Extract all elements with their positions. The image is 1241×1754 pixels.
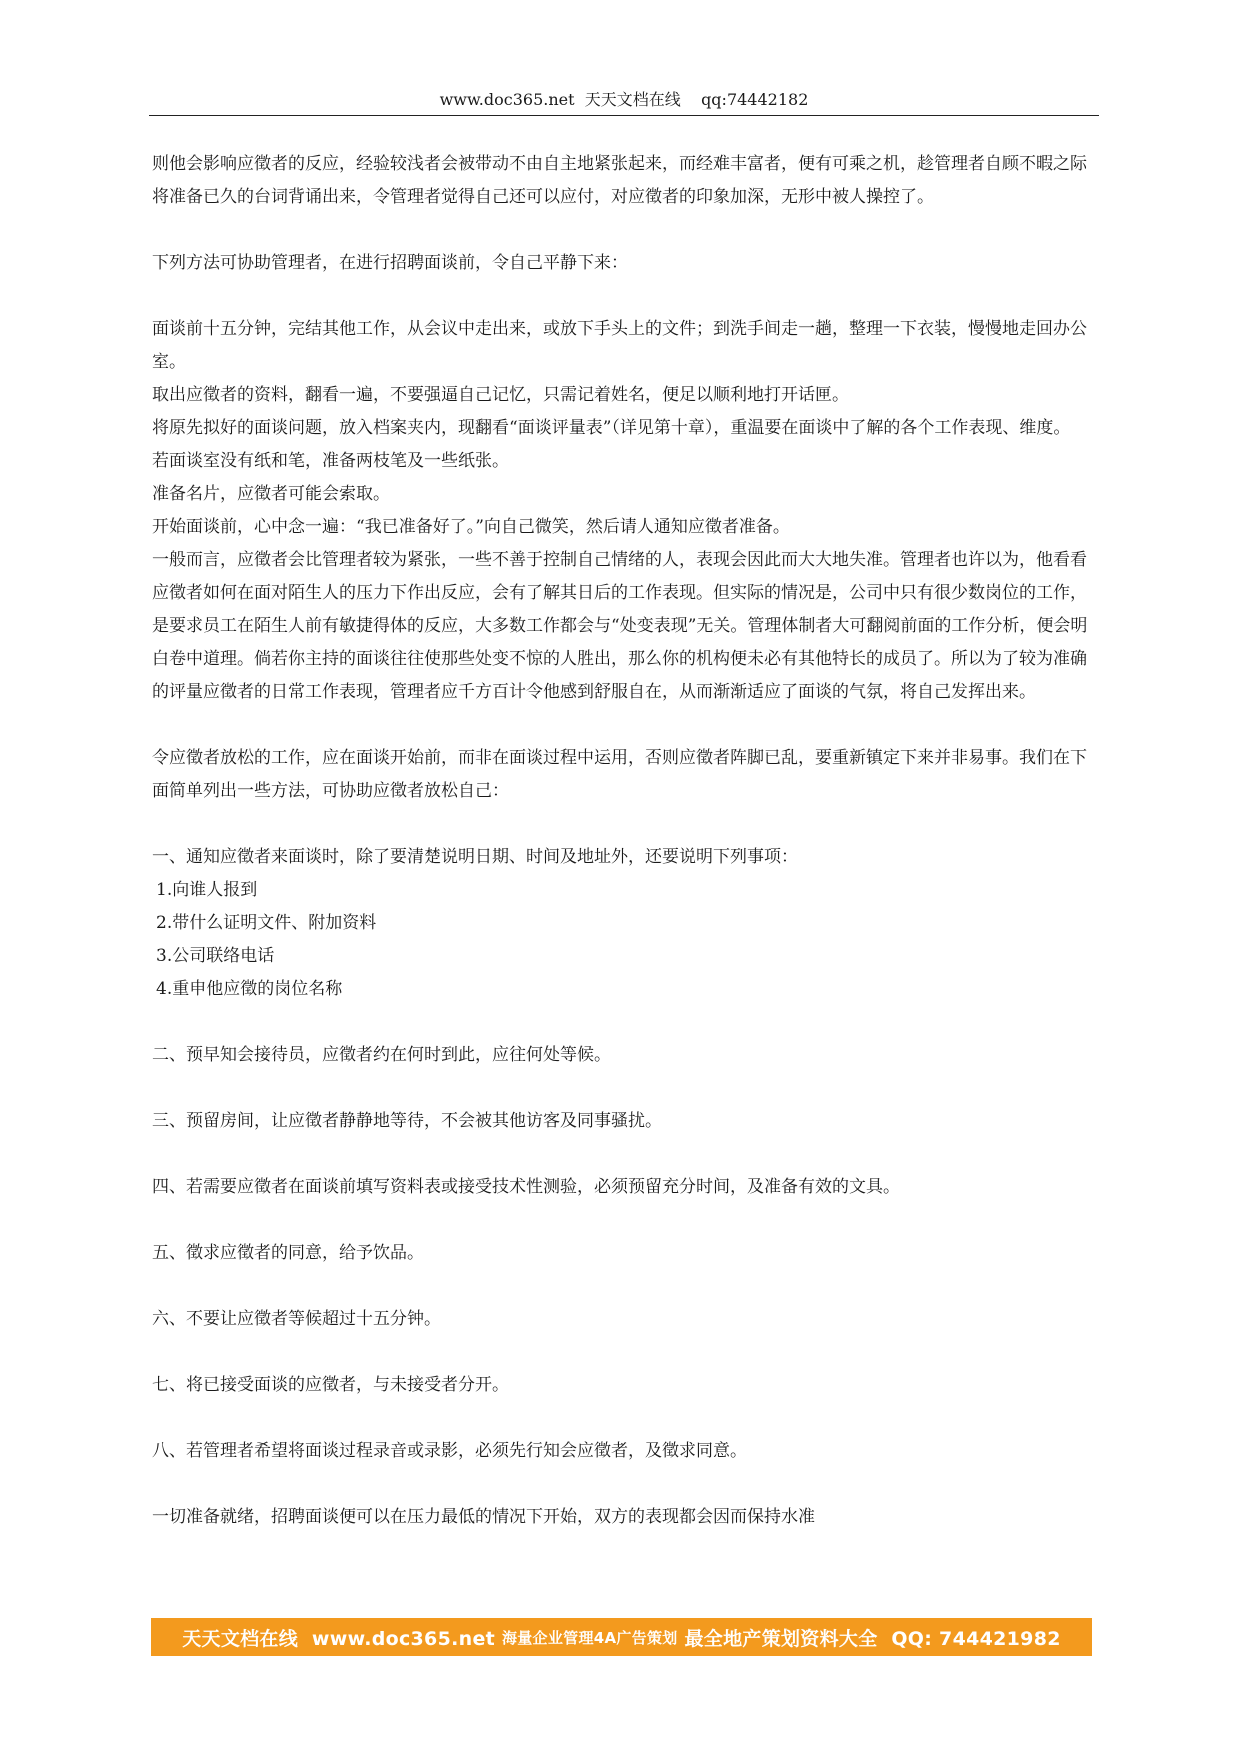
footer-contact-text: 最全地产策划资料大全 QQ: 744421982 [677,1627,1061,1650]
paragraph: 一般而言，应徵者会比管理者较为紧张，一些不善于控制自己情绪的人，表现会因此而大大地失准。管理者也许以为，他看看应徵者如何在面对陌生人的压力下作出反应，会有了解其日后的工作表现。但实际的情况是，公司中只有很少数岗位的工作，是要求员工在陌生人前有敏捷得体的反应，大多数工作都会与“处变表现”无关。管理体制者大可翻阅前面的工作分析，便会明白卷中道理。倘若你主持的面谈往往使那些处变不惊的人胜出，那么你的机构便未必有其他特长的成员了。所以为了较为准确的评量应徵者的日常工作表现，管理者应千方百计令他感到舒服自在，从而渐渐适应了面谈的气氛，将自己发挥出来。 [152,550,1088,702]
page-header: www.doc365.net 天天文档在线 qq:74442182 [439,90,809,109]
paragraph: 三、预留房间，让应徵者静静地等待，不会被其他访客及同事骚扰。 [152,1111,662,1131]
paragraph: 取出应徵者的资料，翻看一遍，不要强逼自己记忆，只需记着姓名，便足以顺利地打开话匣。 [152,385,849,405]
paragraph: 二、预早知会接待员，应徵者约在何时到此，应往何处等候。 [152,1045,611,1065]
paragraph: 四、若需要应徵者在面谈前填写资料表或接受技术性测验，必须预留充分时间，及准备有效的文具。 [152,1177,900,1197]
list-item: 4.重申他应徵的岗位名称 [156,979,343,999]
paragraph: 令应徵者放松的工作，应在面谈开始前，而非在面谈过程中运用，否则应徵者阵脚已乱，要重新镇定下来并非易事。我们在下面简单列出一些方法，可协助应徵者放松自己： [152,748,1087,801]
footer-banner [151,1618,1092,1656]
footer-ad-text: 海量企业管理4A广告策划 [501,1628,678,1647]
paragraph: 面谈前十五分钟，完结其他工作，从会议中走出来，或放下手头上的文件；到洗手间走一趟，整理一下衣装，慢慢地走回办公室。 [152,319,1087,372]
paragraph: 一切准备就绪，招聘面谈便可以在压力最低的情况下开始，双方的表现都会因而保持水准 [152,1507,815,1527]
paragraph: 六、不要让应徵者等候超过十五分钟。 [152,1309,441,1329]
list-item: 1.向谁人报到 [156,880,258,900]
footer-site-text: 天天文档在线 www.doc365.net [182,1627,502,1650]
paragraph: 准备名片，应徵者可能会索取。 [152,484,390,504]
paragraph: 将原先拟好的面谈问题，放入档案夹内，现翻看“面谈评量表”（详见第十章），重温要在面谈中了解的各个工作表现、维度。 [152,418,1071,438]
paragraph: 一、通知应徵者来面谈时，除了要清楚说明日期、时间及地址外，还要说明下列事项： [152,847,798,867]
paragraph: 下列方法可协助管理者，在进行招聘面谈前，令自己平静下来： [152,253,628,273]
paragraph: 八、若管理者希望将面谈过程录音或录影，必须先行知会应徵者，及徵求同意。 [152,1441,747,1461]
paragraph: 五、徵求应徵者的同意，给予饮品。 [152,1243,424,1263]
paragraph: 七、将已接受面谈的应徵者，与未接受者分开。 [152,1375,509,1395]
list-item: 2.带什么证明文件、附加资料 [156,913,377,933]
document-body [152,148,1092,1534]
list-item: 3.公司联络电话 [156,946,275,966]
paragraph: 开始面谈前，心中念一遍：“我已准备好了。”向自己微笑，然后请人通知应徵者准备。 [152,517,790,537]
header-divider [149,115,1099,116]
paragraph: 则他会影响应徵者的反应，经验较浅者会被带动不由自主地紧张起来，而经难丰富者，便有可乘之机，趁管理者自顾不暇之际将准备已久的台词背诵出来，令管理者觉得自己还可以应付，对应徵者的印象加深，无形中被人操控了。 [152,154,1087,207]
paragraph: 若面谈室没有纸和笔，准备两枝笔及一些纸张。 [152,451,509,471]
